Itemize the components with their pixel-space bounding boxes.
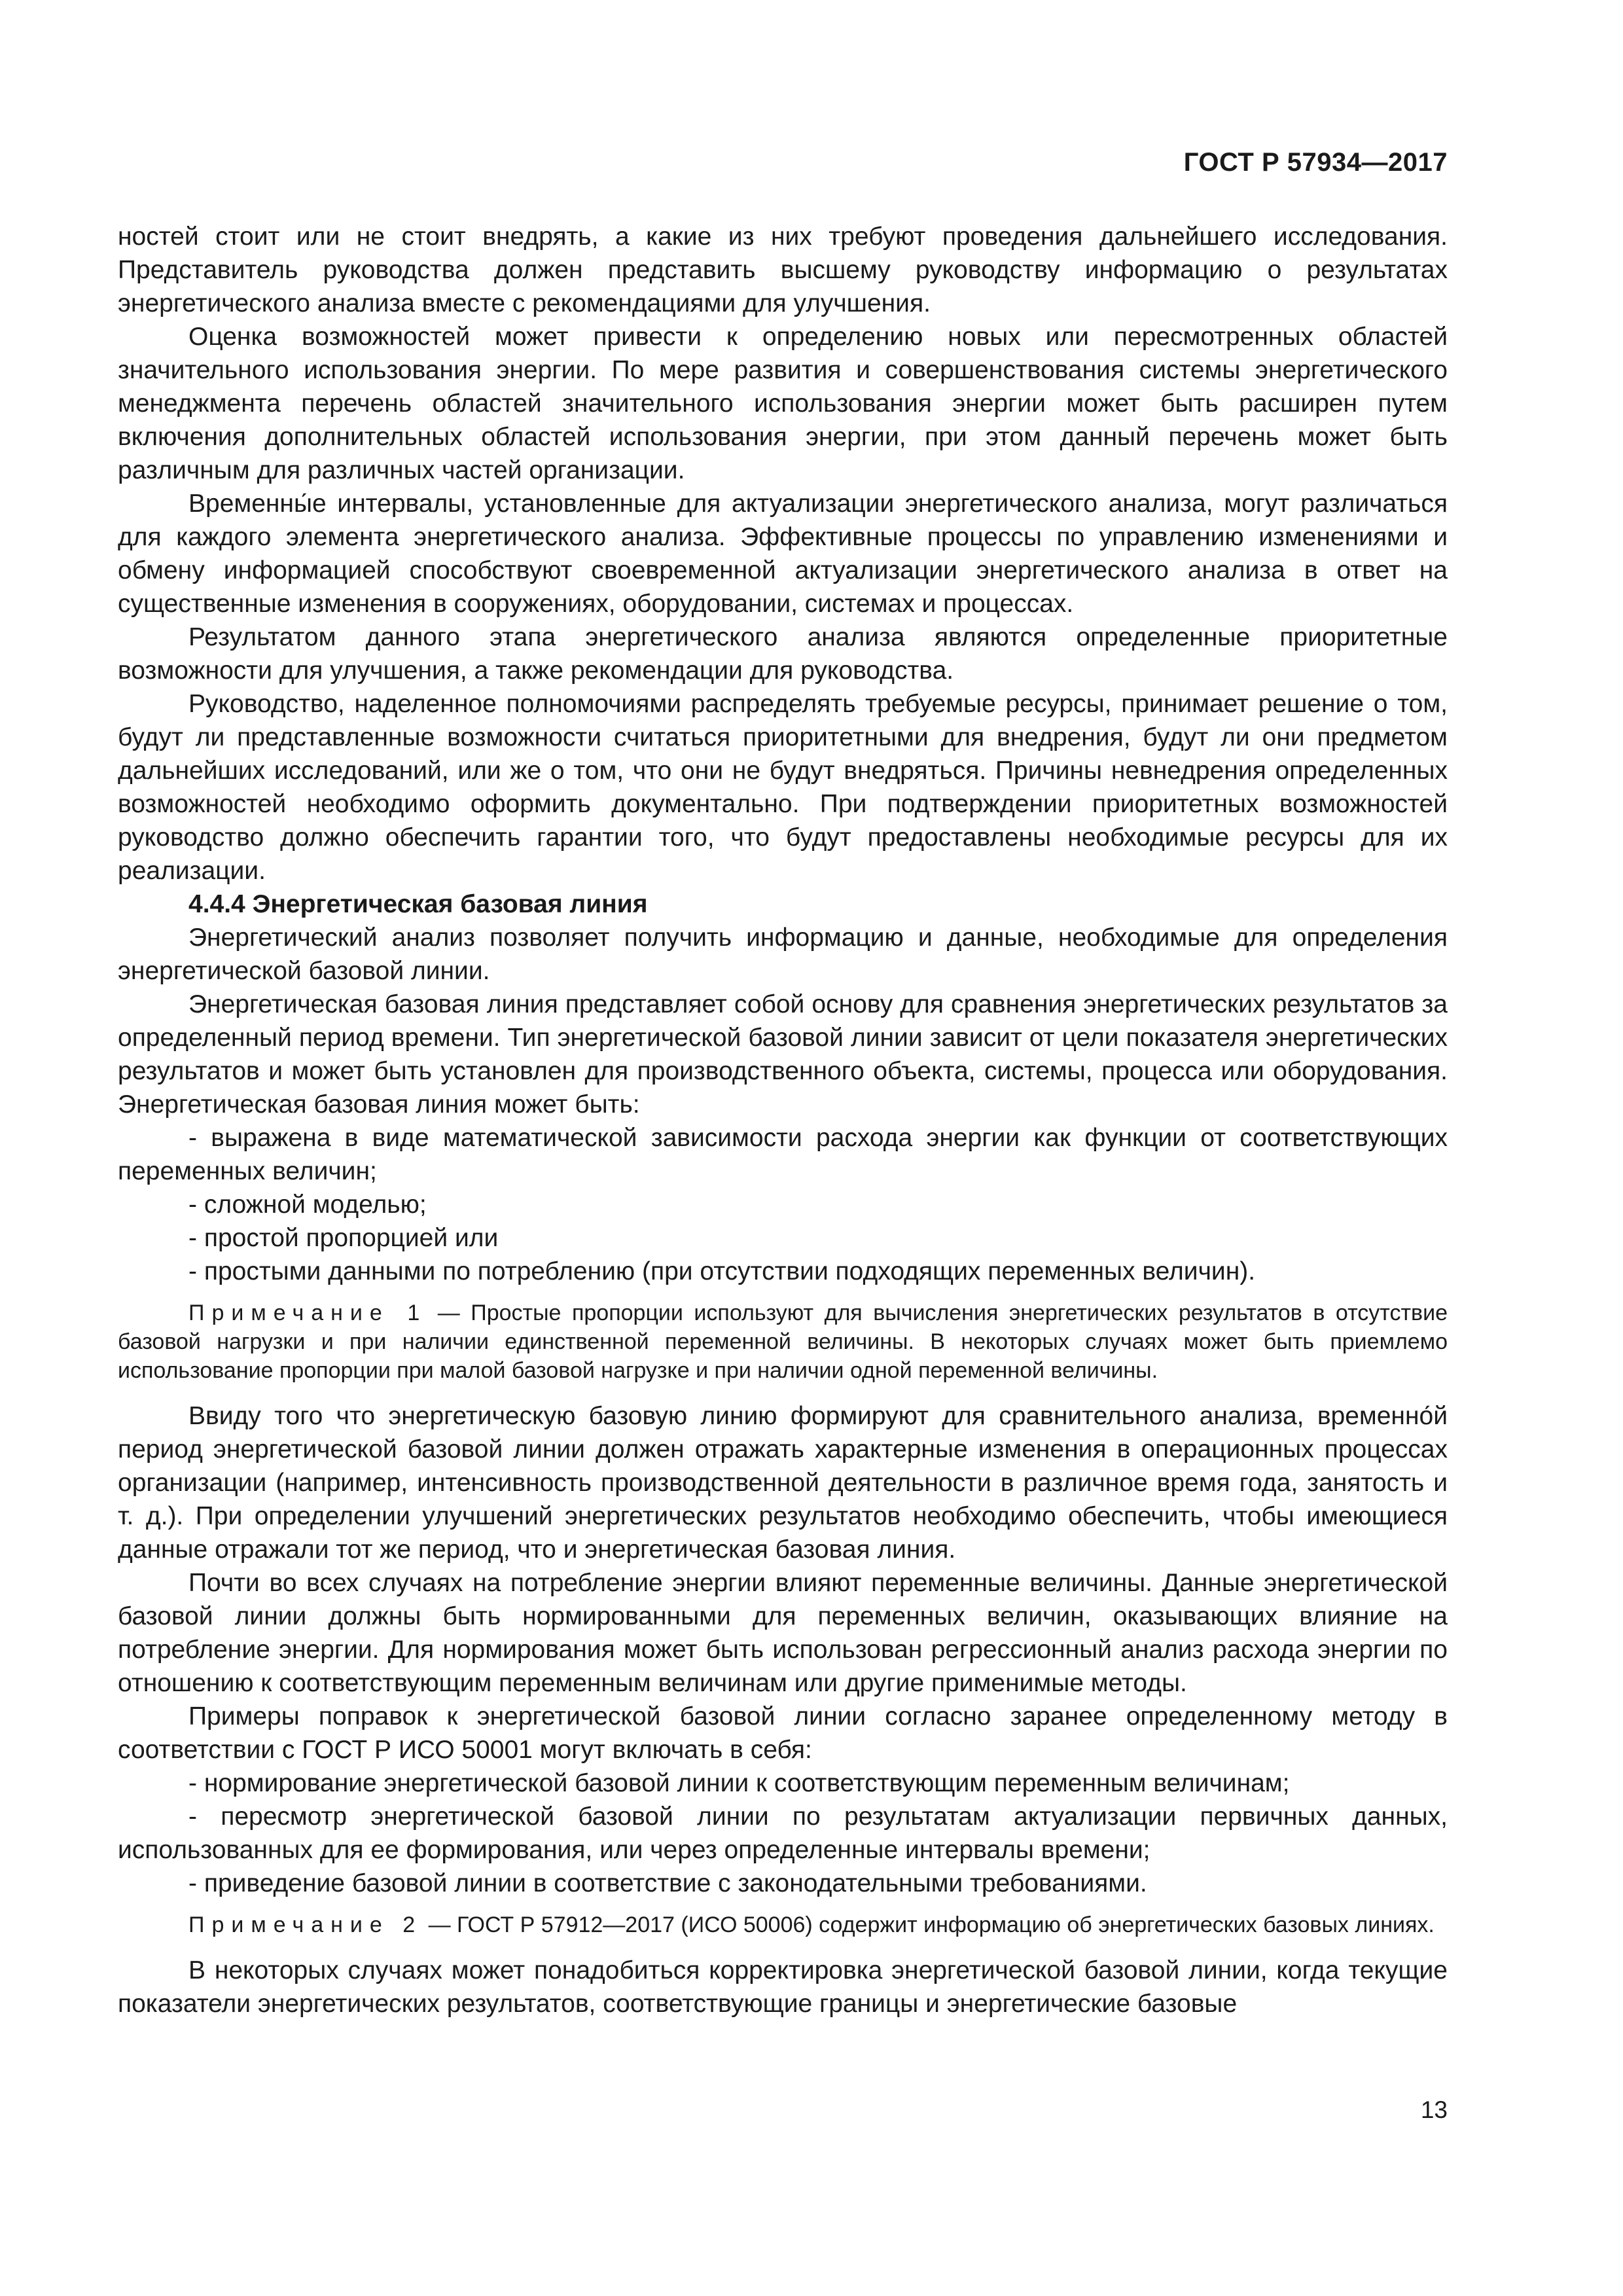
paragraph: Почти во всех случаях на потребление энергии влияют переменные величины. Данные энергетической базовой линии должны быть нормированными для переменных величин, оказывающих влияние на потребление энергии. Для нормирования может быть использован регрессионный анализ расхода энергии по отношению к соответствующим переменным величинам или другие применимые методы. xyxy=(118,1569,1448,1697)
note-label: Примечание 2 xyxy=(188,1912,423,1937)
list-item: - пересмотр энергетической базовой линии по результатам актуализации первичных данных, использованных для ее формирования, или через определенные интервалы времени; xyxy=(118,1803,1448,1864)
paragraph: Энергетическая базовая линия представляет собой основу для сравнения энергетических результатов за определенный период времени. Тип энергетической базовой линии зависит от цели показателя энергетических результатов и может быть установлен для производственного объекта, системы, процесса или оборудования. Энергетическая базовая линия может быть: xyxy=(118,990,1448,1119)
paragraph: Энергетический анализ позволяет получить информацию и данные, необходимые для определения энергетической базовой линии. xyxy=(118,924,1448,985)
list-item: - простой пропорцией или xyxy=(188,1224,499,1252)
document-header: ГОСТ Р 57934—2017 xyxy=(1183,148,1448,177)
note-1 xyxy=(118,1299,1448,1385)
paragraph: Временны́е интервалы, установленные для актуализации энергетического анализа, могут различаться для каждого элемента энергетического анализа. Эффективные процессы по управлению изменениями и обмену информацией способствуют своевременной актуализации энергетического анализа в ответ на существенные изменения в сооружениях, оборудовании, системах и процессах. xyxy=(118,490,1448,618)
paragraph: Результатом данного этапа энергетического анализа являются определенные приоритетные возможности для улучшения, а также рекомендации для руководства. xyxy=(118,623,1448,685)
note-2 xyxy=(118,1910,1448,1939)
list-item: - выражена в виде математической зависимости расхода энергии как функции от соответствующих переменных величин; xyxy=(118,1124,1448,1185)
section-heading: 4.4.4 Энергетическая базовая линия xyxy=(188,890,648,918)
list-item: - простыми данными по потреблению (при отсутствии подходящих переменных величин). xyxy=(188,1257,1256,1285)
list-item: - приведение базовой линии в соответствие с законодательными требованиями. xyxy=(188,1869,1147,1897)
paragraph: Руководство, наделенное полномочиями распределять требуемые ресурсы, принимает решение о том, будут ли представленные возможности считаться приоритетными для внедрения, будут ли они предметом дальнейших исследований, или же о том, что они не будут внедряться. Причины невнедрения определенных возможностей необходимо оформить документально. При подтверждении приоритетных возможностей руководство должно обеспечить гарантии того, что будут предоставлены необходимые ресурсы для их реализации. xyxy=(118,690,1448,885)
document-body xyxy=(118,220,1448,2020)
paragraph: Примеры поправок к энергетической базовой линии согласно заранее определенному методу в соответствии с ГОСТ Р ИСО 50001 могут включать в себя: xyxy=(118,1702,1448,1764)
note-text: — ГОСТ Р 57912—2017 (ИСО 50006) содержит информацию об энергетических базовых линиях. xyxy=(422,1912,1435,1937)
list-item: - сложной моделью; xyxy=(188,1191,427,1219)
note-text: — Простые пропорции используют для вычисления энергетических результатов в отсутствие базовой нагрузки и при наличии единственной переменной величины. В некоторых случаях может быть приемлемо использование пропорции при малой базовой нагрузке и при наличии одной переменной величины. xyxy=(118,1300,1448,1383)
paragraph: Ввиду того что энергетическую базовую линию формируют для сравнительного анализа, временно́й период энергетической базовой линии должен отражать характерные изменения в операционных процессах организации (например, интенсивность производственной деятельности в различное время года, занятость и т. д.). При определении улучшений энергетических результатов необходимо обеспечить, чтобы имеющиеся данные отражали тот же период, что и энергетическая базовая линия. xyxy=(118,1402,1448,1564)
paragraph: Оценка возможностей может привести к определению новых или пересмотренных областей значительного использования энергии. По мере развития и совершенствования системы энергетического менеджмента перечень областей значительного использования энергии может быть расширен путем включения дополнительных областей использования энергии, при этом данный перечень может быть различным для различных частей организации. xyxy=(118,323,1448,484)
paragraph: ностей стоит или не стоит внедрять, а какие из них требуют проведения дальнейшего исследования. Представитель руководства должен представить высшему руководству информацию о результатах энергетического анализа вместе с рекомендациями для улучшения. xyxy=(118,223,1448,317)
paragraph: В некоторых случаях может понадобиться корректировка энергетической базовой линии, когда текущие показатели энергетических результатов, соответствующие границы и энергетические базовые xyxy=(118,1956,1448,2018)
list-item: - нормирование энергетической базовой линии к соответствующим переменным величинам; xyxy=(188,1769,1290,1797)
page-number: 13 xyxy=(1420,2096,1448,2123)
note-label: Примечание 1 xyxy=(188,1300,427,1325)
